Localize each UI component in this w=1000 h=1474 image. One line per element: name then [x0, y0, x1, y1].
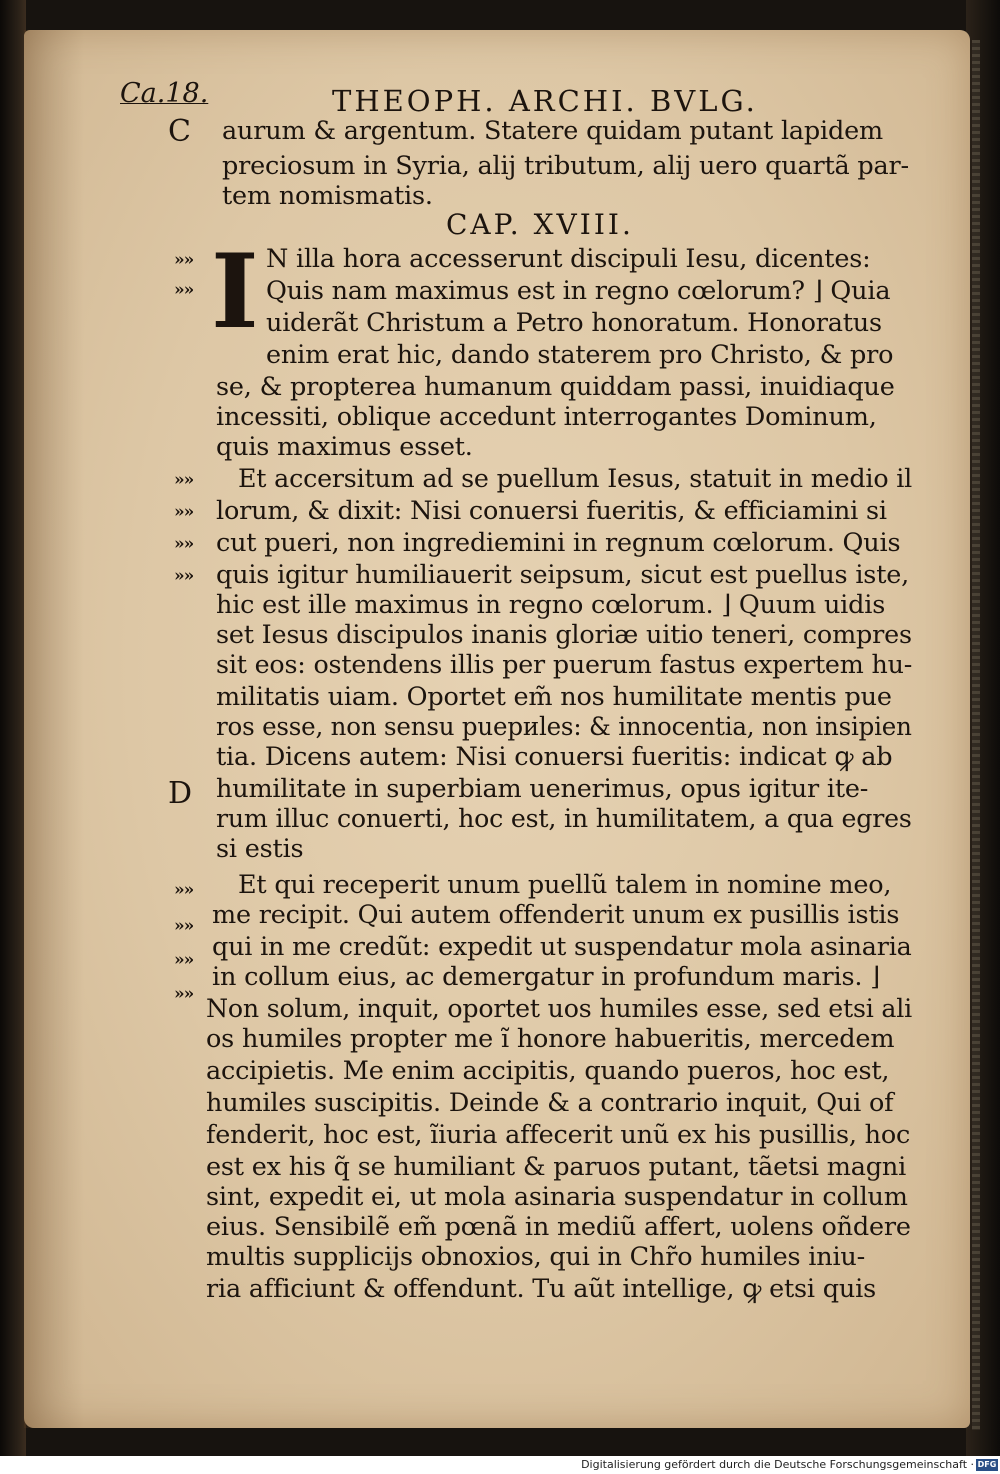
footer-bar: [0, 1456, 1000, 1474]
chapter-heading: CAP. XVIII.: [446, 208, 634, 241]
text-line: Et qui receperit unum puellũ talem in nomine meo,: [238, 870, 892, 900]
text-line: me recipit. Qui autem offenderit unum ex pusillis istis: [212, 900, 900, 930]
text-line: humiles suscipitis. Deinde & a contrario inquit, Qui of: [206, 1088, 894, 1118]
margin-quote-mark: »»: [174, 250, 194, 270]
text-line: Non solum, inquit, oportet uos humiles esse, sed etsi ali: [206, 994, 913, 1024]
drop-cap: I: [211, 232, 259, 352]
text-line: set Iesus discipulos inanis gloriæ uitio teneri, compres: [216, 620, 912, 650]
text-line: tem nomismatis.: [222, 181, 433, 211]
margin-letter-d: D: [168, 776, 193, 811]
text-line: lorum, & dixit: Nisi conuersi fueritis, & efficiamini si: [216, 496, 887, 526]
running-head: THEOPH. ARCHI. BVLG.: [332, 84, 758, 118]
text-line: aurum & argentum. Statere quidam putant lapidem: [222, 116, 883, 146]
text-line: N illa hora accesserunt discipuli Iesu, dicentes:: [266, 244, 871, 274]
text-line: uiderãt Christum a Petro honoratum. Honoratus: [266, 308, 882, 338]
margin-quote-mark: »»: [174, 880, 194, 900]
text-line: ria afficiunt & offendunt. Tu aũt intellige, ꝙ etsi quis: [206, 1274, 876, 1304]
text-line: qui in me credũt: expedit ut suspendatur mola asinaria: [212, 932, 912, 962]
text-line: sit eos: ostendens illis per puerum fastus expertem hu-: [216, 650, 913, 680]
page-number: Ca.18.: [120, 78, 209, 109]
text-line: humilitate in superbiam uenerimus, opus igitur ite-: [216, 774, 869, 804]
margin-quote-mark: »»: [174, 280, 194, 300]
text-line: Quis nam maximus est in regno cœlorum? ⌋ Quia: [266, 276, 891, 306]
text-line: cut pueri, non ingrediemini in regnum cœlorum. Quis: [216, 528, 901, 558]
text-line: rum illuc conuerti, hoc est, in humilitatem, a qua egres: [216, 804, 912, 834]
margin-quote-mark: »»: [174, 950, 194, 970]
text-line: enim erat hic, dando staterem pro Christo, & pro: [266, 340, 894, 370]
text-line: si estis: [216, 834, 304, 864]
margin-letter-c: C: [168, 114, 191, 149]
footer-credit: Digitalisierung gefördert durch die Deutsche Forschungsgemeinschaft ·: [581, 1458, 974, 1471]
text-line: ros esse, non sensu puериles: & innocentia, non insipien: [216, 712, 912, 742]
margin-quote-mark: »»: [174, 916, 194, 936]
margin-quote-mark: »»: [174, 502, 194, 522]
book-edge: [966, 0, 1000, 1456]
text-line: est ex his q̃ se humiliant & paruos putant, tãetsi magni: [206, 1152, 907, 1182]
text-line: Et accersitum ad se puellum Iesus, statuit in medio il: [238, 464, 913, 494]
text-line: militatis uiam. Oportet em̃ nos humilitate mentis pue: [216, 682, 892, 712]
text-line: multis supplicijs obnoxios, qui in Chr̃o humiles iniu-: [206, 1242, 866, 1272]
text-line: tia. Dicens autem: Nisi conuersi fueritis: indicat ꝙ ab: [216, 742, 893, 772]
text-line: hic est ille maximus in regno cœlorum. ⌋ Quum uidis: [216, 590, 886, 620]
text-line: quis igitur humiliauerit seipsum, sicut est puellus iste,: [216, 560, 910, 590]
text-line: se, & propterea humanum quiddam passi, inuidiaque: [216, 372, 895, 402]
binding-shadow: [0, 0, 26, 1456]
margin-quote-mark: »»: [174, 984, 194, 1004]
text-line: eius. Sensibilẽ em̃ pœnã in mediũ affert, uolens oñdere: [206, 1212, 911, 1242]
dfg-logo: DFG: [977, 1460, 997, 1469]
margin-quote-mark: »»: [174, 566, 194, 586]
text-line: quis maximus esset.: [216, 432, 473, 462]
text-line: in collum eius, ac demergatur in profundum maris. ⌋: [212, 962, 880, 992]
text-line: accipietis. Me enim accipitis, quando pueros, hoc est,: [206, 1056, 890, 1086]
text-line: preciosum in Syria, alij tributum, alij uero quartã par-: [222, 151, 909, 181]
margin-quote-mark: »»: [174, 470, 194, 490]
margin-quote-mark: »»: [174, 534, 194, 554]
text-line: fenderit, hoc est, ĩiuria affecerit unũ ex his pusillis, hoc: [206, 1120, 911, 1150]
text-line: os humiles propter me ĩ honore habueritis, mercedem: [206, 1024, 895, 1054]
text-line: sint, expedit ei, ut mola asinaria suspendatur in collum: [206, 1182, 908, 1212]
text-line: incessiti, oblique accedunt interrogantes Dominum,: [216, 402, 877, 432]
